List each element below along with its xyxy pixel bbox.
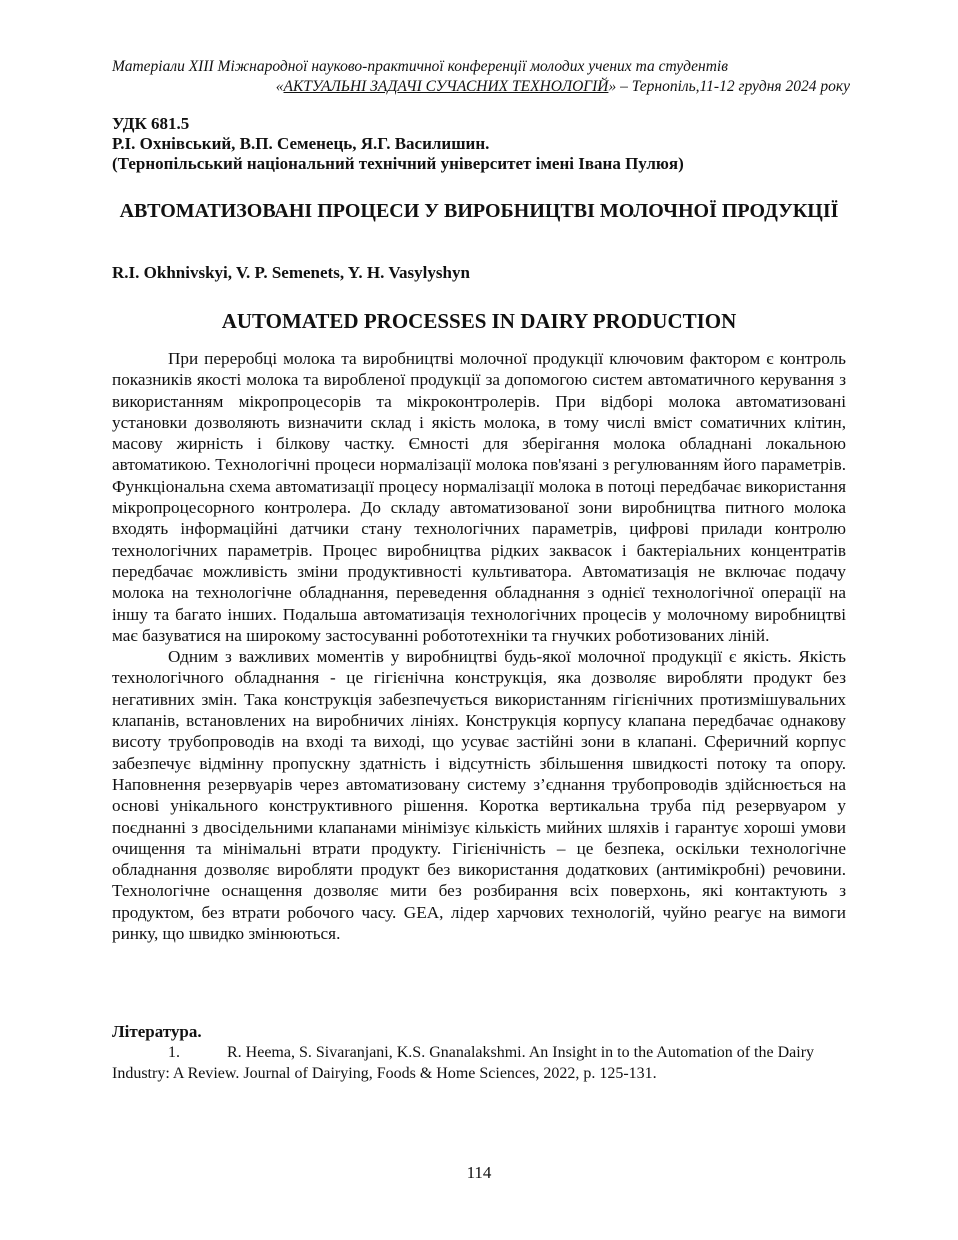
header-quote-open: « [275, 78, 284, 95]
reference-number: 1. [168, 1044, 180, 1061]
paragraph: Одним з важливих моментів у виробництві будь-якої молочної продукції є якість. Якість технологічного обладнання - це гігієнічна конструкція, яка дозволяє виробляти продукт без негативних змін. Така конструкція забезпечується використанням гігієнічних протизмішувальних клапанів, встановлених на виробничих лініях. Конструкція корпусу клапана передбачає однакову висоту трубопроводів на вході та виході, що усуває застійні зони в клапані. Сферичний корпус забезпечує відмінну пропускну здатність і відсутність збільшення швидкості потоку та опору. Наповнення резервуарів через автоматизовану систему з’єднання трубопроводів здійснюється на основі унікального конструктивного рішення. Коротка вертикальна труба під резервуаром у поєднанні з двосідельними клапанами мінімізує кількість мийних шляхів і гарантує хороші умови очищення та мінімальні втрати продукту. Гігієнічність – це безпека, оскільки технологічне обладнання дозволяє виробляти продукт без використання додаткових (антимікробні) речовини. Технологічне оснащення дозволяє мити без розбирання всіх поверхонь, які контактують з продуктом, без втрати робочого часу. GEA, лідер харчових технологій, чуйно реагує на вимоги ринку, що швидко змінюються. [112, 647, 846, 944]
conference-header [112, 57, 850, 97]
page-number: 114 [466, 1163, 492, 1182]
conference-name: АКТУАЛЬНІ ЗАДАЧІ СУЧАСНИХ ТЕХНОЛОГІЙ [283, 78, 609, 95]
paragraph: При переробці молока та виробництві молочної продукції ключовим фактором є контроль показників якості молока та виробленої продукції за допомогою систем автоматичного керування з використанням мікропроцесорів та мікроконтролерів. При відборі молока автоматизовані установки дозволяють визначити склад і якість молока, в тому числі вміст соматичних клітин, масову жирність і білкову частку. Ємності для зберігання молока обладнані локальною автоматикою. Технологічні процеси нормалізації молока пов'язані з регулюванням його параметрів. Функціональна схема автоматизації процесу нормалізації молока в потоці передбачає використання мікропроцесорного контролера. До складу автоматизованої зони виробництва питного молока входять інформаційні датчики стану технологічних параметрів, цифрові прилади контролю технологічних параметрів. Процес виробництва рідких заквасок і бактеріальних концентратів передбачає можливість зміни продуктивності культиватора. Автоматизація не включає подачу молока на технологічне обладнання, переведення обладнання з однієї технологічної операції на іншу та багато інших. Подальша автоматизація технологічних процесів у молочному виробництві має базуватися на широкому застосуванні робототехніки та гнучких роботизованих ліній. [112, 349, 846, 645]
article-body [112, 348, 846, 944]
udk-code: УДК 681.5 [112, 114, 190, 133]
title-english: AUTOMATED PROCESSES IN DAIRY PRODUCTION [221, 309, 737, 333]
title-ukrainian: АВТОМАТИЗОВАНІ ПРОЦЕСИ У ВИРОБНИЦТВІ МОЛОЧНОЇ ПРОДУКЦІЇ [119, 200, 839, 222]
affiliation: (Тернопільський національний технічний університет імені Івана Пулюя) [112, 154, 684, 173]
authors-english: R.I. Okhnivskyi, V. P. Semenets, Y. H. Vasylyshyn [112, 263, 470, 282]
header-location-date: » – Тернопіль,11-12 грудня 2024 року [608, 78, 850, 95]
header-line-2 [112, 77, 850, 97]
article-meta [112, 114, 850, 174]
literature-heading: Література. [112, 1022, 202, 1041]
header-line-1: Матеріали XIII Міжнародної науково-практичної конференції молодих учених та студентів [112, 58, 728, 75]
reference-item [112, 1042, 846, 1084]
reference-text: R. Heema, S. Sivaranjani, K.S. Gnanalakshmi. An Insight in to the Automation of the Dairy Industry: A Review. Journal of Dairying, Foods & Home Sciences, 2022, p. 125-131. [112, 1044, 815, 1082]
authors-ua: Р.І. Охнівський, В.П. Семенець, Я.Г. Василишин. [112, 134, 490, 153]
